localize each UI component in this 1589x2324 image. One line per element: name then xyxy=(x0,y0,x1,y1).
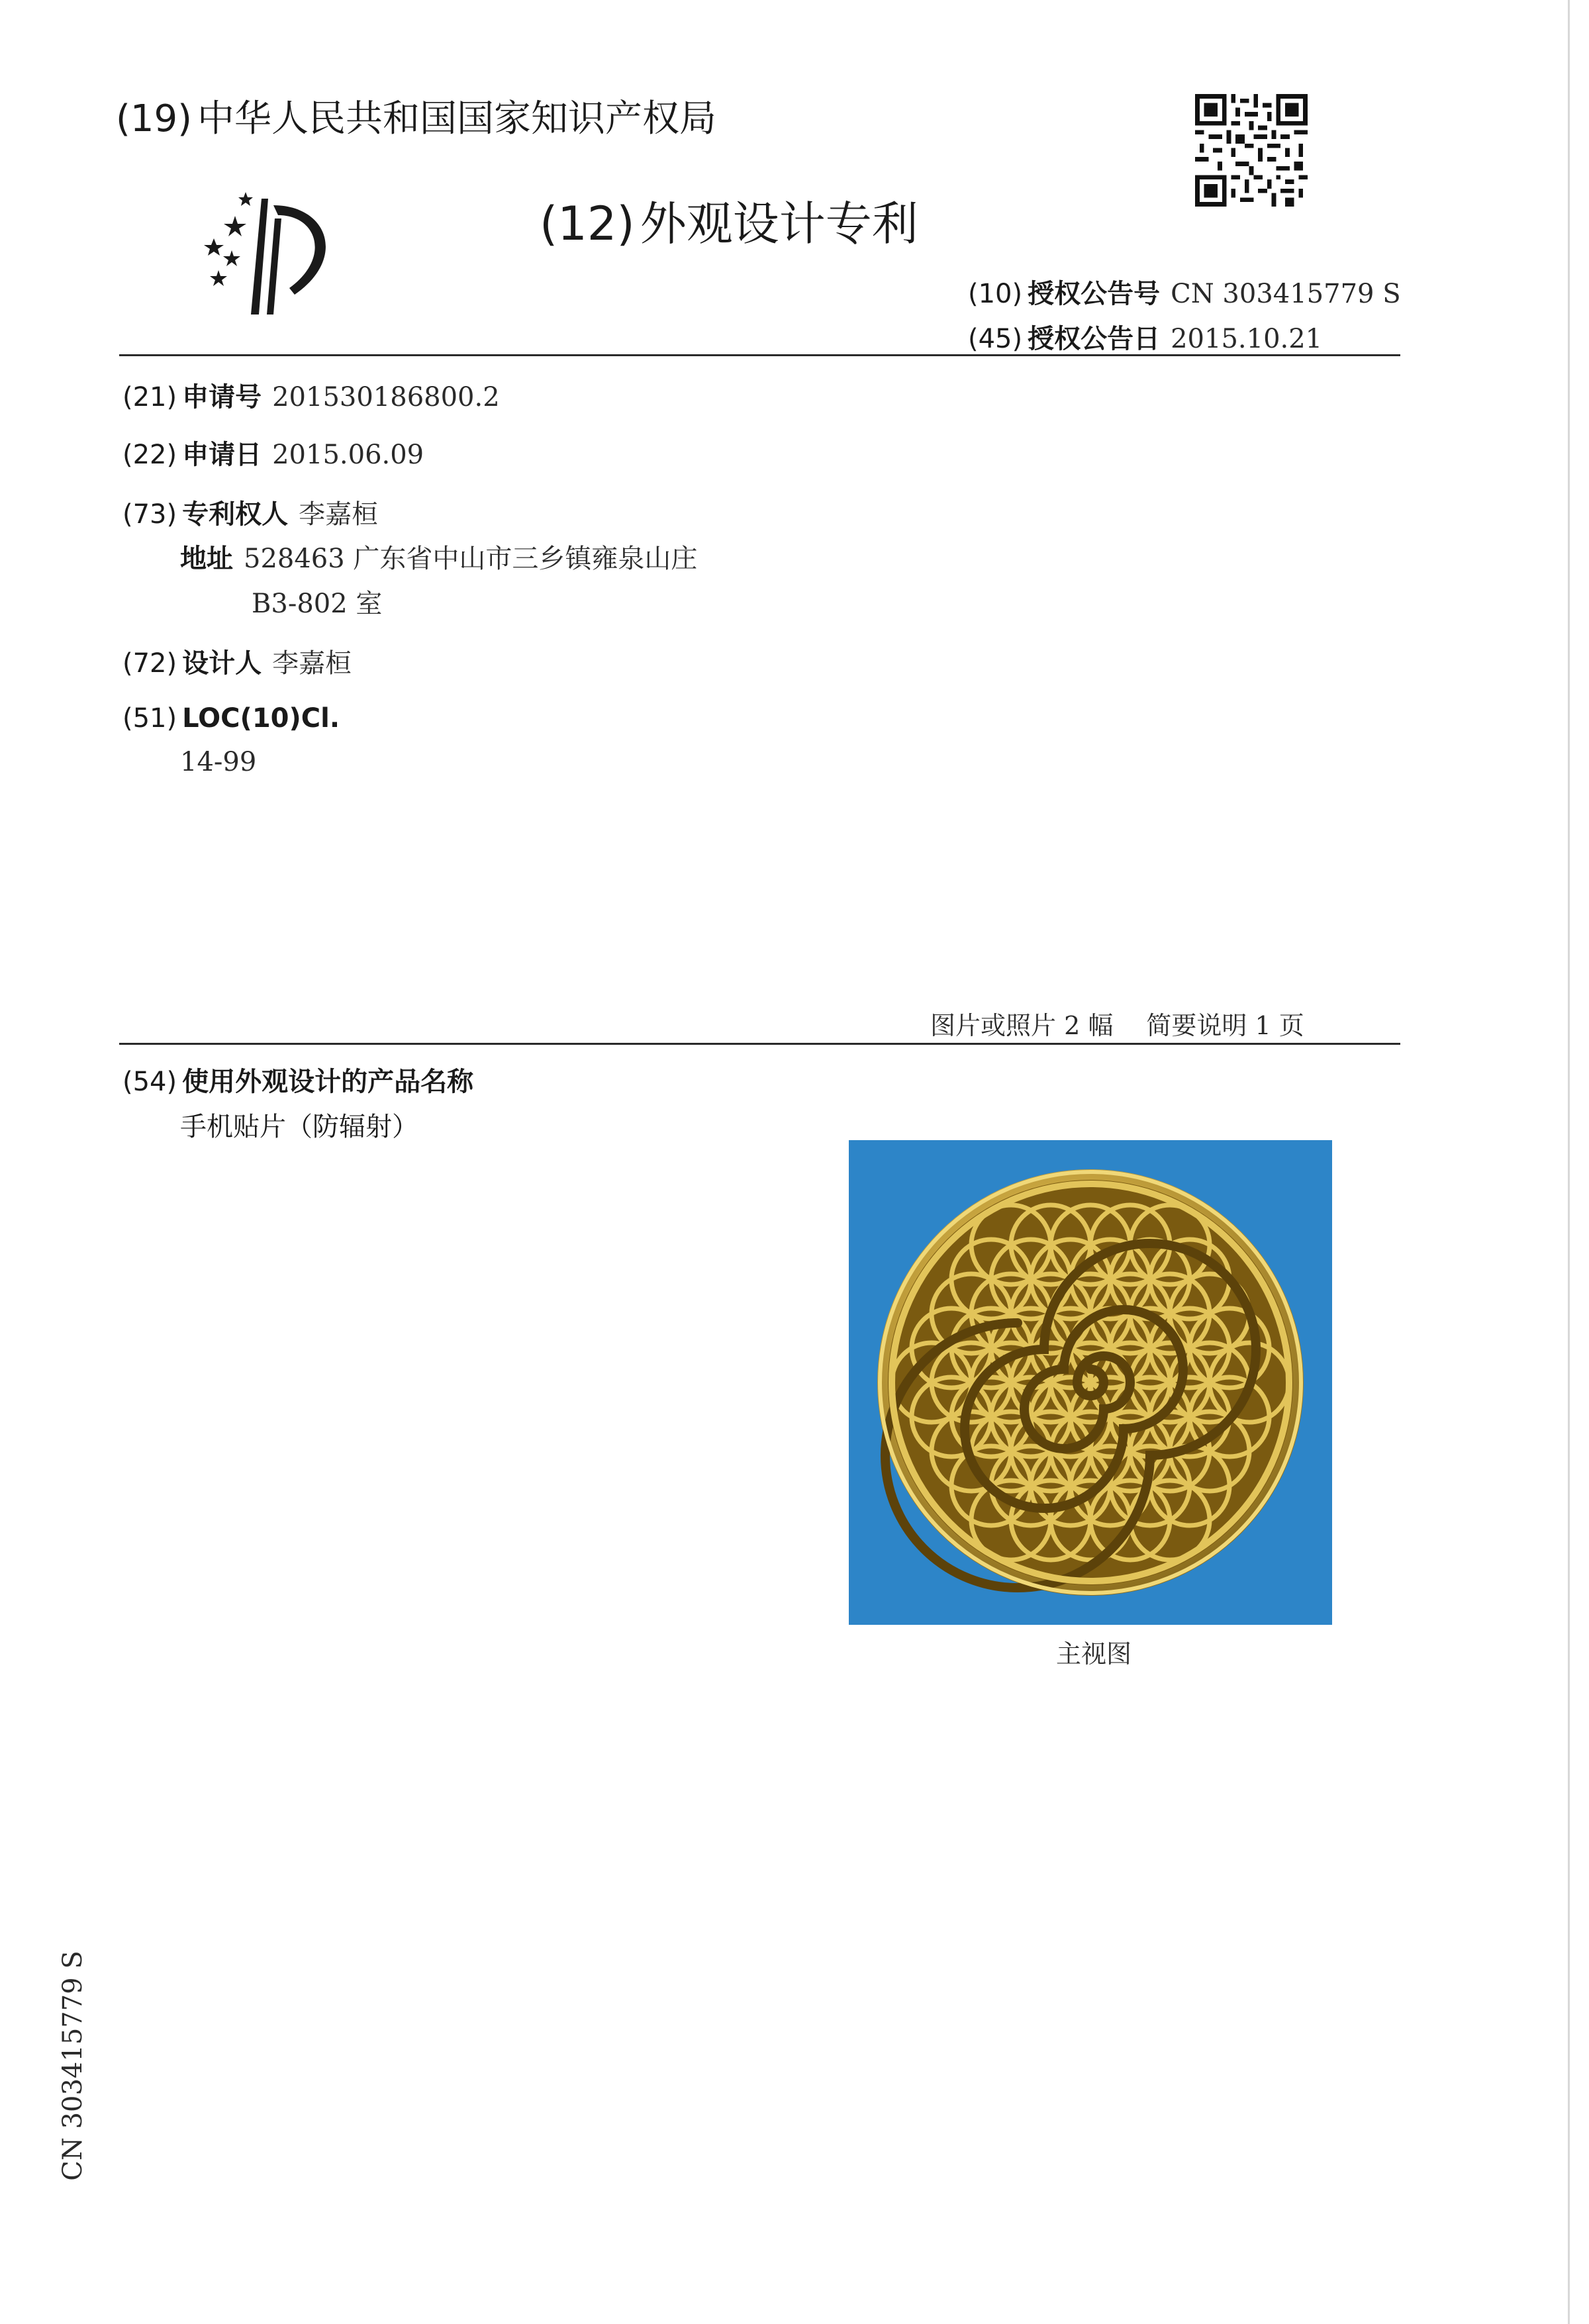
scan-edge xyxy=(1568,0,1570,2324)
grant-date-row xyxy=(968,318,1322,356)
product-name-heading xyxy=(122,1061,473,1098)
patentee-tag: (73) xyxy=(122,499,177,530)
grant-date-label: 授权公告日 xyxy=(1028,324,1161,354)
address-row xyxy=(180,538,697,575)
loc-tag: (51) xyxy=(122,703,177,734)
patent-type-number: (12) xyxy=(540,197,635,251)
office-number: (19) xyxy=(116,97,192,140)
qr-code xyxy=(1195,94,1308,207)
side-publication-number: CN 303415779 S xyxy=(58,1951,88,2181)
designer-value: 李嘉桓 xyxy=(272,648,352,679)
qr-code-icon xyxy=(1195,94,1308,207)
designer-label: 设计人 xyxy=(182,648,262,679)
figure-caption: 主视图 xyxy=(1056,1639,1132,1669)
cnipa-logo xyxy=(195,185,348,318)
summary-divider xyxy=(119,1043,1400,1045)
grant-date-tag: (45) xyxy=(968,324,1023,354)
patentee-row xyxy=(122,493,378,531)
address-line2: B3-802 室 xyxy=(252,589,383,619)
product-name: 手机贴片（防辐射） xyxy=(180,1112,418,1142)
application-date-tag: (22) xyxy=(122,440,177,470)
address-label: 地址 xyxy=(180,544,233,574)
header-divider xyxy=(119,354,1400,356)
product-name-label: 使用外观设计的产品名称 xyxy=(182,1067,474,1097)
patentee-label: 专利权人 xyxy=(182,499,289,530)
application-number-value: 201530186800.2 xyxy=(272,382,500,412)
loc-value: 14-99 xyxy=(180,747,257,777)
patent-type: 外观设计专利 xyxy=(640,197,918,251)
product-name-tag: (54) xyxy=(122,1067,177,1097)
grant-number-tag: (10) xyxy=(968,279,1023,309)
grant-date-value: 2015.10.21 xyxy=(1171,324,1323,354)
images-pages-summary: 图片或照片 2 幅 简要说明 1 页 xyxy=(930,1011,1304,1040)
application-date-value: 2015.06.09 xyxy=(272,440,424,470)
application-date-label: 申请日 xyxy=(182,440,262,470)
loc-label: LOC(10)Cl. xyxy=(182,703,340,734)
grant-number-row xyxy=(968,273,1401,311)
design-figure xyxy=(849,1140,1332,1625)
office-name: 中华人民共和国国家知识产权局 xyxy=(197,97,716,140)
grant-number-value: CN 303415779 S xyxy=(1171,279,1401,309)
loc-classification-row xyxy=(122,703,340,734)
address-line1: 528463 广东省中山市三乡镇雍泉山庄 xyxy=(244,544,698,574)
grant-number-label: 授权公告号 xyxy=(1028,279,1161,309)
designer-row xyxy=(122,642,352,680)
office-line xyxy=(116,89,716,142)
patentee-value: 李嘉桓 xyxy=(299,499,379,530)
application-number-tag: (21) xyxy=(122,382,177,412)
cnipa-logo-icon xyxy=(195,185,348,318)
application-date-row xyxy=(122,434,424,471)
disc-illustration xyxy=(849,1140,1332,1625)
designer-tag: (72) xyxy=(122,648,177,679)
patent-type-title xyxy=(540,187,918,254)
application-number-label: 申请号 xyxy=(182,382,262,412)
application-number-row xyxy=(122,376,500,414)
